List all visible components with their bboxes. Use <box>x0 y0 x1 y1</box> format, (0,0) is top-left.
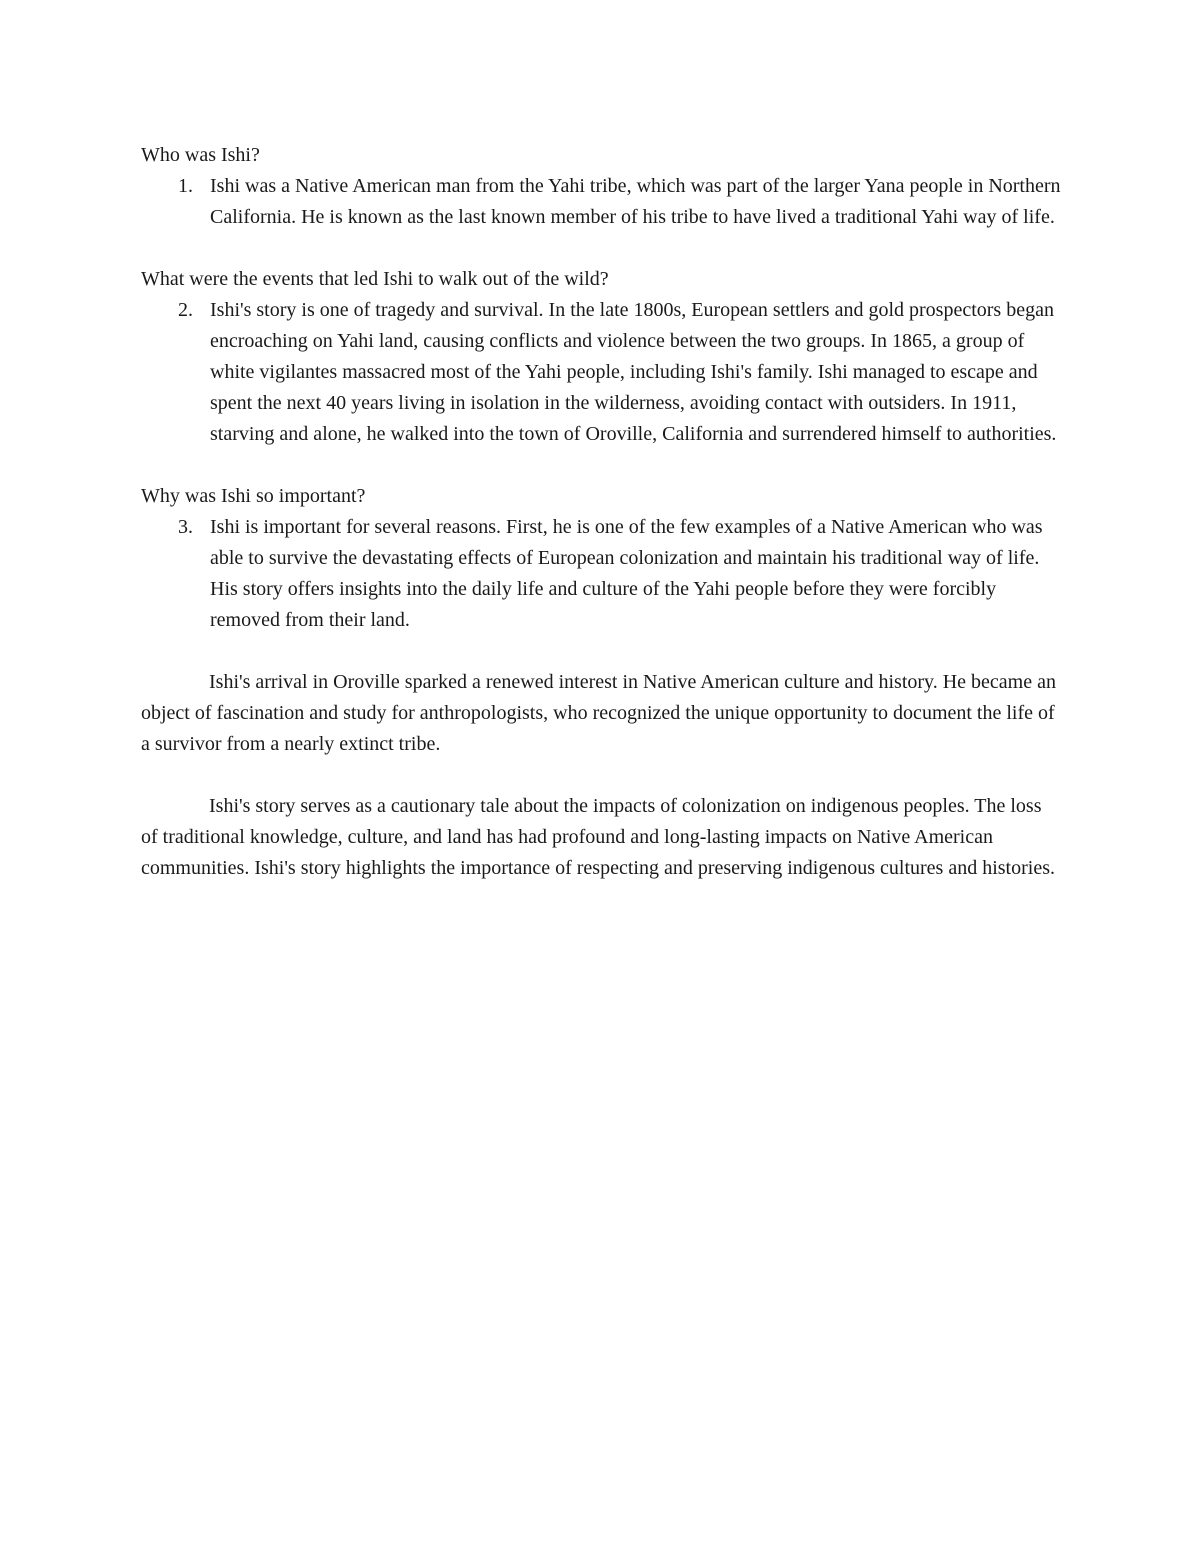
answer-item-3 <box>141 512 1061 636</box>
answer-text-1: Ishi was a Native American man from the Yahi tribe, which was part of the larger Yana people in Northern California. He is known as the last known member of his tribe to have lived a traditional Yahi way of life. <box>210 175 1061 228</box>
question-3: Why was Ishi so important? <box>141 485 366 507</box>
question-1: Who was Ishi? <box>141 144 260 166</box>
document-page <box>141 140 1061 915</box>
answer-item-2 <box>141 295 1061 450</box>
answer-number-3: 3. <box>178 516 193 538</box>
answer-text-3: Ishi is important for several reasons. First, he is one of the few examples of a Native American who was able to survive the devastating effects of European colonization and maintain his traditional way of life. His story offers insights into the daily life and culture of the Yahi people before they were forcibly removed from their land. <box>210 516 1043 631</box>
answer-number-2: 2. <box>178 299 193 321</box>
question-2: What were the events that led Ishi to walk out of the wild? <box>141 268 609 290</box>
answer-item-1 <box>141 171 1061 233</box>
body-paragraph-1: Ishi's arrival in Oroville sparked a renewed interest in Native American culture and history. He became an object of fascination and study for anthropologists, who recognized the unique opportunity to document the life of a survivor from a nearly extinct tribe. <box>141 671 1056 755</box>
answer-number-1: 1. <box>178 175 193 197</box>
body-paragraph-2: Ishi's story serves as a cautionary tale about the impacts of colonization on indigenous peoples. The loss of traditional knowledge, culture, and land has had profound and long-lasting impacts on Native American communities. Ishi's story highlights the importance of respecting and preserving indigenous cultures and histories. <box>141 795 1055 879</box>
answer-text-2: Ishi's story is one of tragedy and survival. In the late 1800s, European settlers and gold prospectors began encroaching on Yahi land, causing conflicts and violence between the two groups. In 1865, a group of white vigilantes massacred most of the Yahi people, including Ishi's family. Ishi managed to escape and spent the next 40 years living in isolation in the wilderness, avoiding contact with outsiders. In 1911, starving and alone, he walked into the town of Oroville, California and surrendered himself to authorities. <box>210 299 1057 445</box>
